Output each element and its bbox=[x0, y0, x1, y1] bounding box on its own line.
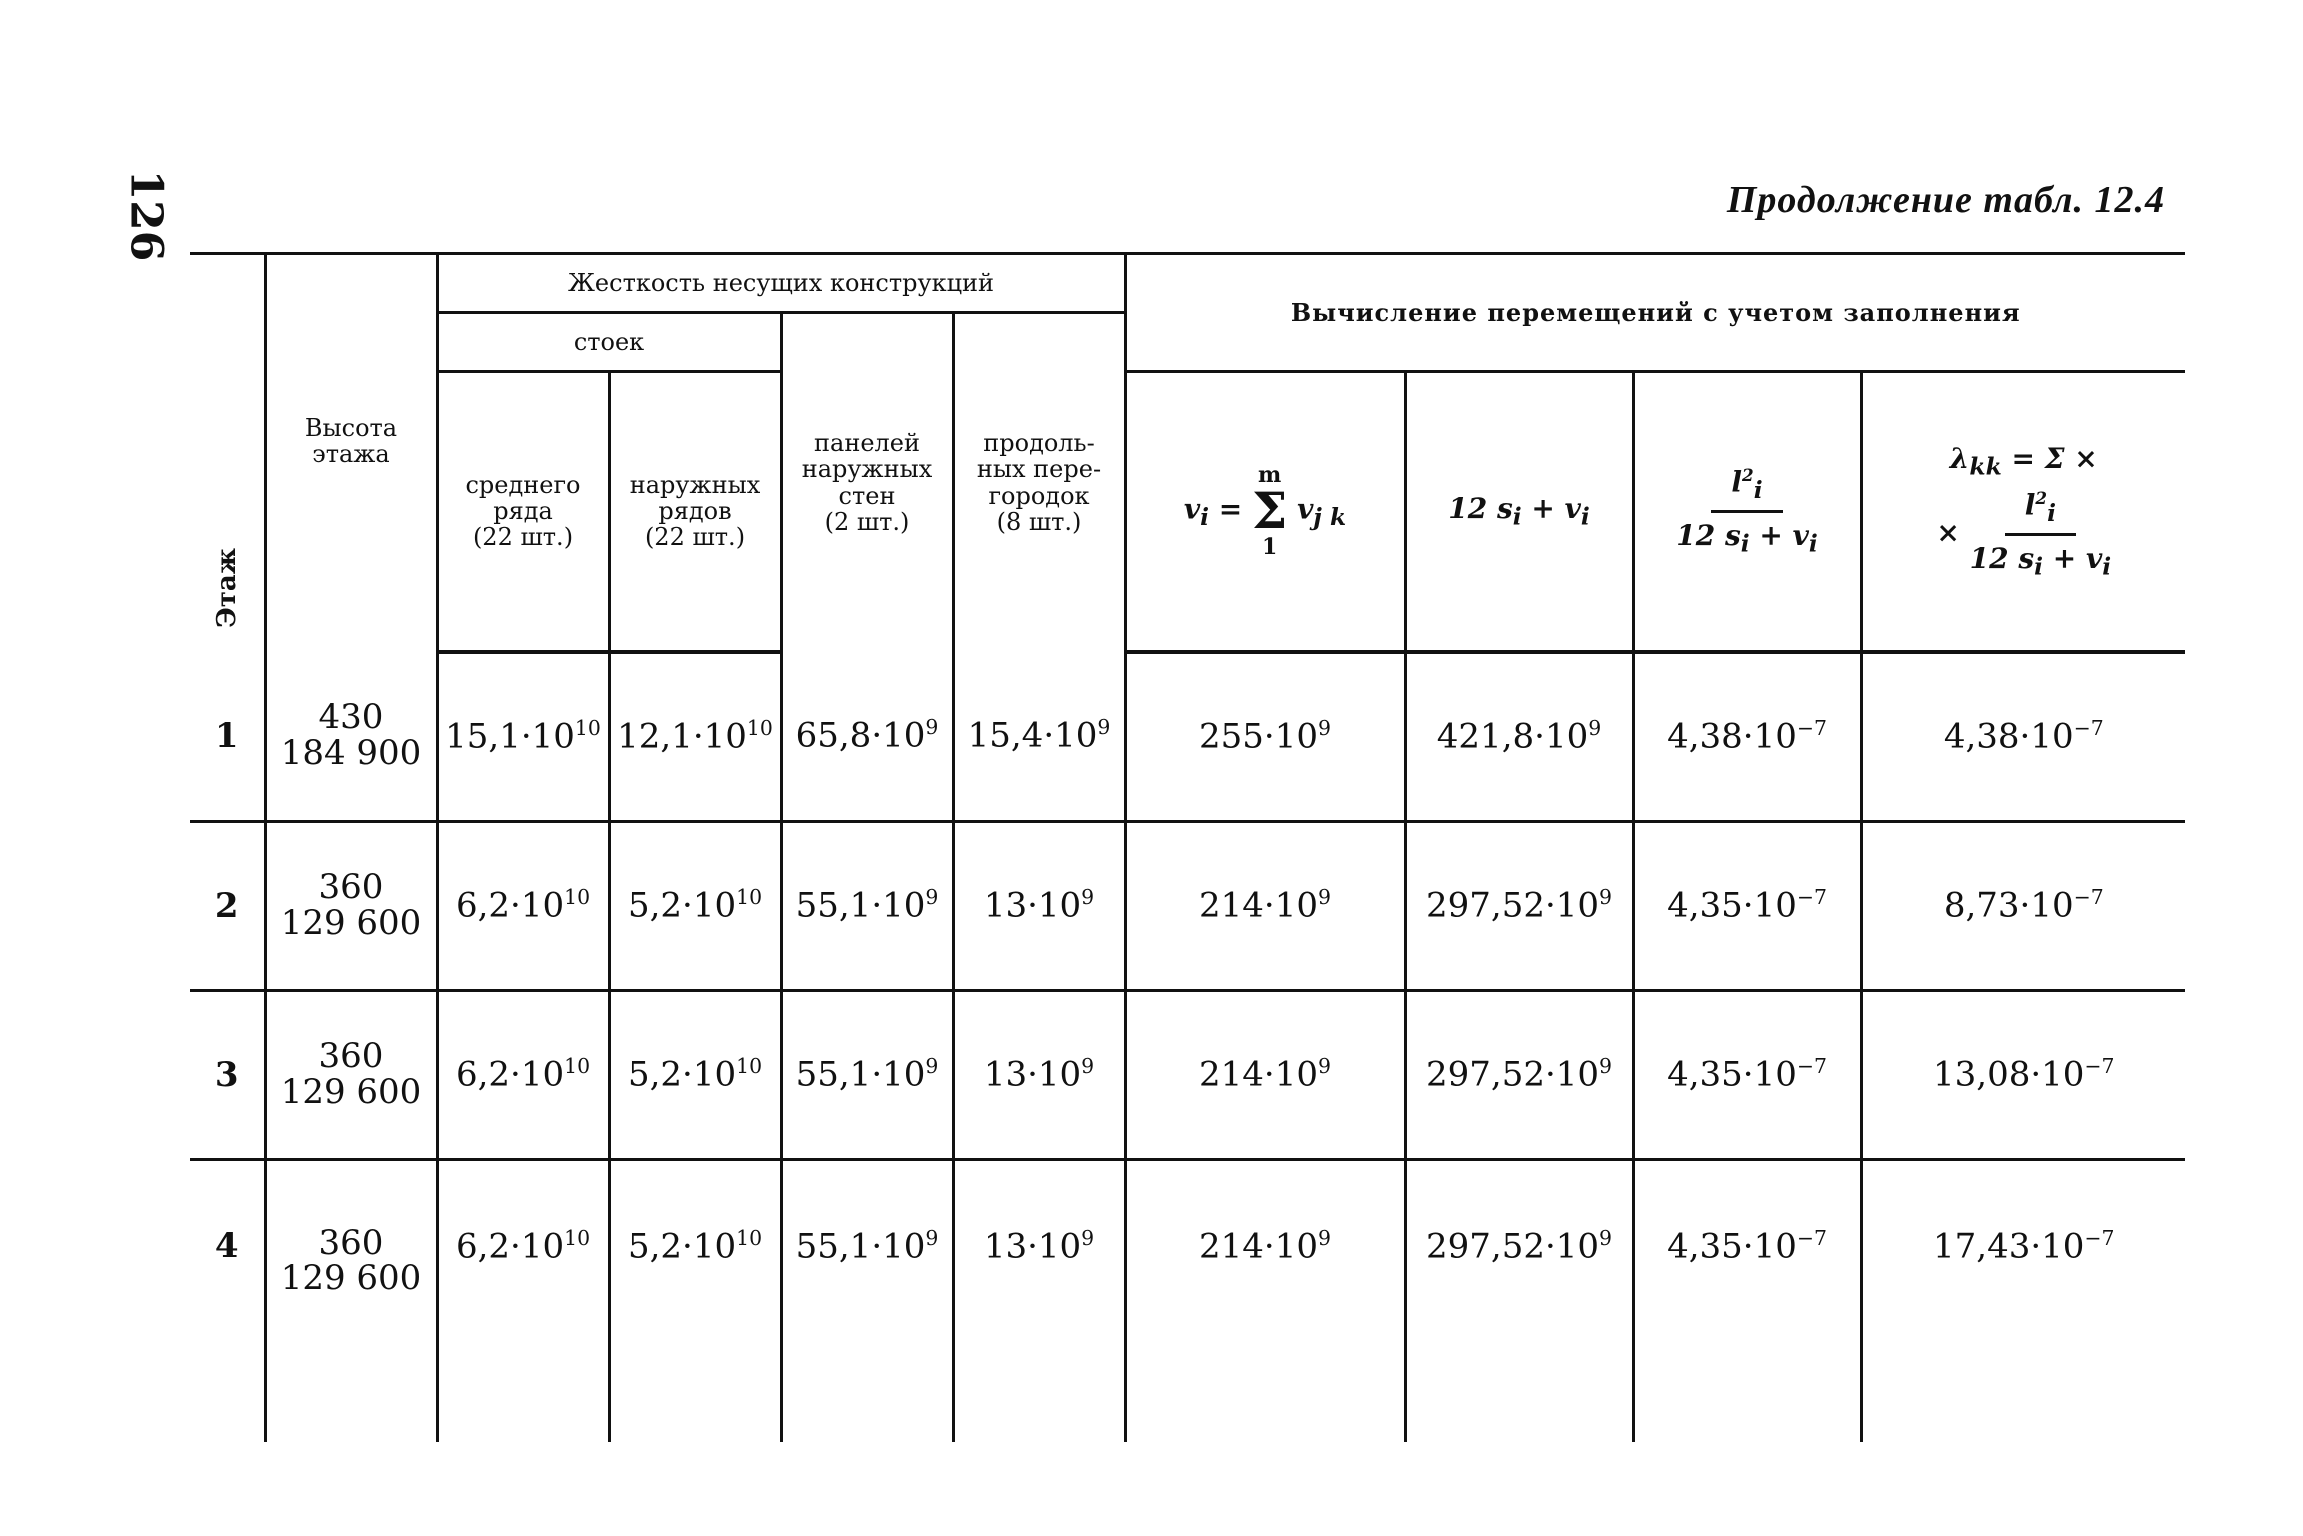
page-number: 126 bbox=[120, 169, 172, 262]
cell-12s-plus-v: $297,52\cdot 10^9$ bbox=[1405, 1159, 1633, 1442]
cell-stiffness-outer: $12,1\cdot 10^{10}$ bbox=[609, 652, 781, 822]
cell-12s-plus-v: $297,52\cdot 10^9$ bbox=[1405, 990, 1633, 1159]
cell-ratio: $4,35\cdot 10^{-7}$ bbox=[1633, 1159, 1861, 1442]
cell-stiffness-outer: $5,2\cdot 10^{10}$ bbox=[609, 1159, 781, 1442]
table-row bbox=[190, 1159, 2185, 1442]
cell-ratio: $4,35\cdot 10^{-7}$ bbox=[1633, 990, 1861, 1159]
cell-floor: 1 bbox=[190, 652, 265, 822]
cell-height: 430 184 900 bbox=[265, 652, 437, 822]
cell-stiffness-middle: $6,2\cdot 10^{10}$ bbox=[437, 990, 609, 1159]
header-panels: панелей наружных стен (2 шт.) bbox=[781, 313, 953, 652]
cell-ratio: $4,38\cdot 10^{-7}$ bbox=[1633, 652, 1861, 822]
table-row bbox=[190, 652, 2185, 822]
cell-stiffness-middle: $6,2\cdot 10^{10}$ bbox=[437, 1159, 609, 1442]
formula-ratio: $\frac{l^2_i}{12 s_i + v_i}$ bbox=[1633, 372, 1861, 652]
table-row bbox=[190, 821, 2185, 990]
cell-stiffness-panels: $55,1\cdot 10^9$ bbox=[781, 1159, 953, 1442]
formula-v-sum: $v_i$ = m Σ 1 $v_{j k}$ bbox=[1125, 372, 1405, 652]
cell-ratio: $4,35\cdot 10^{-7}$ bbox=[1633, 821, 1861, 990]
data-table bbox=[190, 252, 2185, 1442]
cell-height: 360 129 600 bbox=[265, 1159, 437, 1442]
cell-stiffness-panels: $55,1\cdot 10^9$ bbox=[781, 990, 953, 1159]
cell-lambda: $17,43\cdot 10^{-7}$ bbox=[1861, 1159, 2185, 1442]
header-height: Высота этажа bbox=[265, 254, 437, 652]
cell-lambda: $13,08\cdot 10^{-7}$ bbox=[1861, 990, 2185, 1159]
header-stiffness-group: Жесткость несущих конструкций bbox=[437, 254, 1125, 313]
table-caption: Продолжение табл. 12.4 bbox=[1726, 179, 2165, 221]
cell-stiffness-middle: $6,2\cdot 10^{10}$ bbox=[437, 821, 609, 990]
cell-floor: 2 bbox=[190, 821, 265, 990]
cell-stiffness-middle: $15,1\cdot 10^{10}$ bbox=[437, 652, 609, 822]
cell-stiffness-panels: $65,8\cdot 10^9$ bbox=[781, 652, 953, 822]
cell-stiffness-panels: $55,1\cdot 10^9$ bbox=[781, 821, 953, 990]
cell-stiffness-partitions: $13\cdot 10^9$ bbox=[953, 821, 1125, 990]
table-row bbox=[190, 990, 2185, 1159]
cell-v: $255\cdot 10^9$ bbox=[1125, 652, 1405, 822]
header-floor: Этаж bbox=[190, 254, 265, 652]
cell-v: $214\cdot 10^9$ bbox=[1125, 821, 1405, 990]
cell-floor: 4 bbox=[190, 1159, 265, 1442]
header-middle-row: среднего ряда (22 шт.) bbox=[437, 372, 609, 652]
header-outer-rows: наружных рядов (22 шт.) bbox=[609, 372, 781, 652]
cell-12s-plus-v: $421,8\cdot 10^9$ bbox=[1405, 652, 1633, 822]
cell-lambda: $8,73\cdot 10^{-7}$ bbox=[1861, 821, 2185, 990]
cell-height: 360 129 600 bbox=[265, 990, 437, 1159]
header-partitions: продоль- ных пере- городок (8 шт.) bbox=[953, 313, 1125, 652]
sum-sign-icon: m Σ 1 bbox=[1252, 462, 1288, 561]
cell-floor: 3 bbox=[190, 990, 265, 1159]
cell-lambda: $4,38\cdot 10^{-7}$ bbox=[1861, 652, 2185, 822]
header-calc-group: Вычисление перемещений с учетом заполнения bbox=[1125, 254, 2185, 372]
cell-height: 360 129 600 bbox=[265, 821, 437, 990]
cell-stiffness-outer: $5,2\cdot 10^{10}$ bbox=[609, 990, 781, 1159]
formula-12s-plus-v: 12 $s_i + v_i$ bbox=[1405, 372, 1633, 652]
cell-stiffness-outer: $5,2\cdot 10^{10}$ bbox=[609, 821, 781, 990]
cell-v: $214\cdot 10^9$ bbox=[1125, 1159, 1405, 1442]
cell-stiffness-partitions: $13\cdot 10^9$ bbox=[953, 990, 1125, 1159]
header-columns-group: стоек bbox=[437, 313, 781, 372]
cell-stiffness-partitions: $15,4\cdot 10^9$ bbox=[953, 652, 1125, 822]
cell-12s-plus-v: $297,52\cdot 10^9$ bbox=[1405, 821, 1633, 990]
cell-stiffness-partitions: $13\cdot 10^9$ bbox=[953, 1159, 1125, 1442]
formula-lambda: $\lambda_{kk} = \Sigma$ × × $\frac{l^2_i}{12 s_i + v_i}$ bbox=[1861, 372, 2185, 652]
cell-v: $214\cdot 10^9$ bbox=[1125, 990, 1405, 1159]
table-body bbox=[190, 652, 2185, 1442]
